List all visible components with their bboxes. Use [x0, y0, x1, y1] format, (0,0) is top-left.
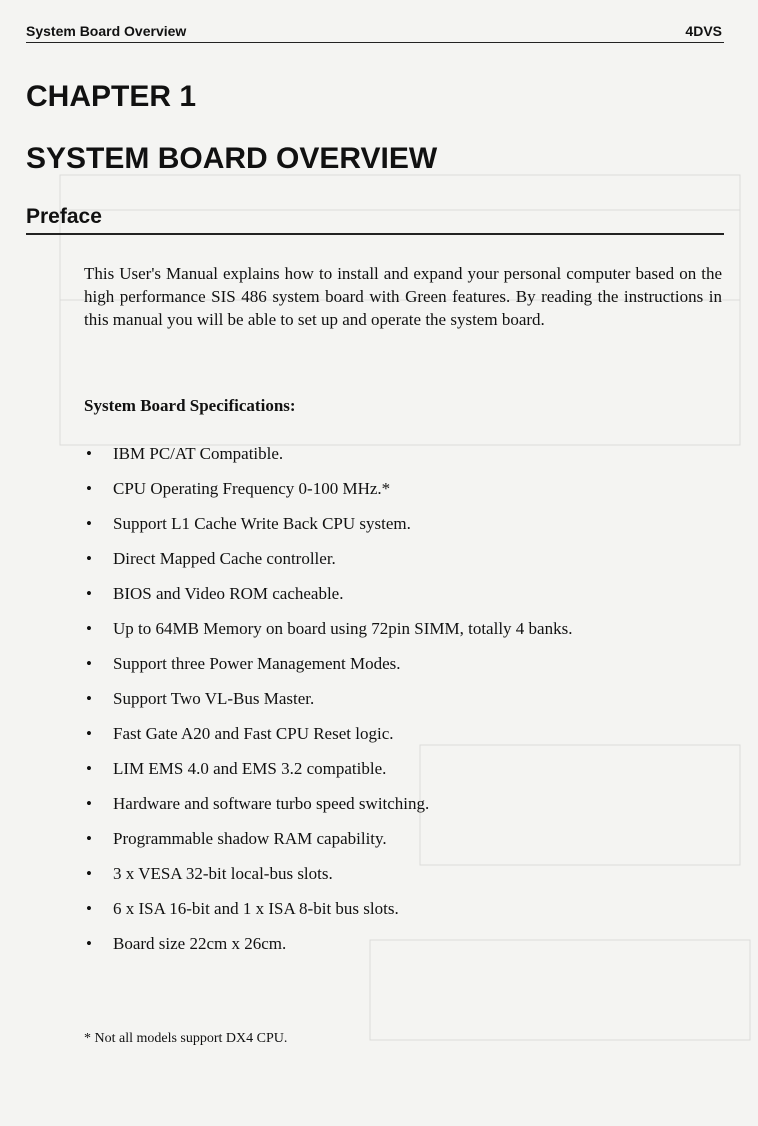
list-item: [84, 654, 724, 689]
list-item: [84, 829, 724, 864]
list-item: [84, 724, 724, 759]
list-item: [84, 479, 724, 514]
list-item: [84, 759, 724, 794]
section-header: [26, 205, 724, 235]
bullet-icon: •: [86, 654, 92, 673]
list-item: [84, 619, 724, 654]
bullet-icon: •: [86, 829, 92, 848]
list-item: [84, 864, 724, 899]
list-item-text: CPU Operating Frequency 0-100 MHz.*: [113, 479, 391, 498]
list-item-text: IBM PC/AT Compatible.: [113, 444, 284, 463]
list-item-text: Up to 64MB Memory on board using 72pin SIMM, totally 4 banks.: [113, 619, 573, 638]
bullet-icon: •: [86, 934, 92, 953]
list-item-text: Support L1 Cache Write Back CPU system.: [113, 514, 411, 533]
list-item: [84, 549, 724, 584]
list-item: [84, 899, 724, 934]
list-item-text: Support three Power Management Modes.: [113, 654, 401, 673]
list-item-text: Board size 22cm x 26cm.: [113, 934, 287, 953]
list-item-text: 3 x VESA 32-bit local-bus slots.: [113, 864, 333, 883]
bullet-icon: •: [86, 794, 92, 813]
chapter-number: CHAPTER 1: [26, 80, 197, 113]
bullet-icon: •: [86, 864, 92, 883]
list-item-text: Direct Mapped Cache controller.: [113, 549, 336, 568]
list-item: [84, 584, 724, 619]
list-item-text: BIOS and Video ROM cacheable.: [113, 584, 344, 603]
list-item-text: Fast Gate A20 and Fast CPU Reset logic.: [113, 724, 394, 743]
list-item-text: Programmable shadow RAM capability.: [113, 829, 387, 848]
list-item-text: Support Two VL-Bus Master.: [113, 689, 315, 708]
bullet-icon: •: [86, 584, 92, 603]
list-item: [84, 794, 724, 829]
list-item: [84, 934, 724, 969]
list-item: [84, 514, 724, 549]
list-item: [84, 444, 724, 479]
bullet-icon: •: [86, 759, 92, 778]
bullet-icon: •: [86, 899, 92, 918]
header-model-name: 4DVS: [685, 23, 722, 39]
bullet-icon: •: [86, 619, 92, 638]
bullet-icon: •: [86, 549, 92, 568]
bullet-icon: •: [86, 479, 92, 498]
chapter-title: SYSTEM BOARD OVERVIEW: [26, 142, 438, 175]
header-section-name: System Board Overview: [26, 23, 187, 39]
spec-list: [84, 444, 724, 969]
intro-paragraph: This User's Manual explains how to install and expand your personal computer based on the high performance SIS 486 system board with Green features. By reading the instructions in this manual you will be able to set up and operate the system board.: [84, 264, 722, 329]
footnote: * Not all models support DX4 CPU.: [84, 1031, 288, 1046]
bullet-icon: •: [86, 444, 92, 463]
list-item: [84, 689, 724, 724]
bullet-icon: •: [86, 724, 92, 743]
bullet-icon: •: [86, 689, 92, 708]
list-item-text: 6 x ISA 16-bit and 1 x ISA 8-bit bus slots.: [113, 899, 399, 918]
list-item-text: Hardware and software turbo speed switching.: [113, 794, 430, 813]
spec-heading: System Board Specifications:: [84, 396, 296, 415]
section-title: Preface: [26, 205, 102, 228]
list-item-text: LIM EMS 4.0 and EMS 3.2 compatible.: [113, 759, 387, 778]
bullet-icon: •: [86, 514, 92, 533]
running-header: [26, 22, 724, 43]
